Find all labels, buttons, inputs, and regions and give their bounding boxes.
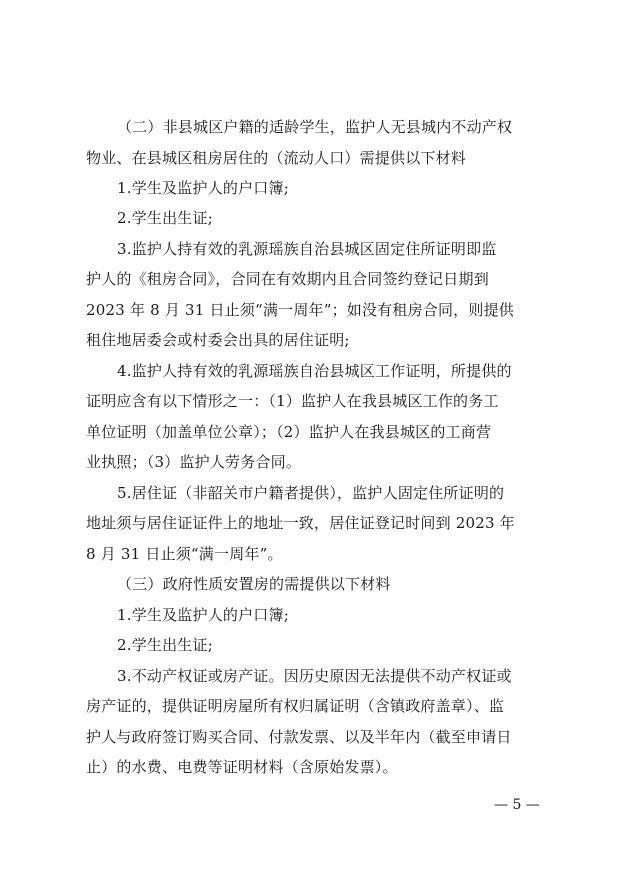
- section-two-item-3-line-3: 2023 年 8 月 31 日止须“满一周年”；如没有租房合同，则提供: [86, 301, 514, 319]
- section-two-item-4-line-4: 业执照；（3）监护人劳务合同。: [86, 453, 302, 471]
- section-three-item-3-line-3: 护人与政府签订购买合同、付款发票、以及半年内（截至申请日: [86, 728, 512, 746]
- page-number: — 5 —: [494, 797, 540, 813]
- section-two-item-1: 1.学生及监护人的户口簿;: [117, 179, 289, 197]
- section-two-item-4-line-2: 证明应含有以下情形之一：（1）监护人在我县城区工作的务工: [86, 392, 499, 410]
- section-two-item-5-line-1: 5.居住证（非韶关市户籍者提供），监护人固定住所证明的: [117, 484, 505, 502]
- section-three-item-3-line-2: 房产证的，提供证明房屋所有权归属证明（含镇政府盖章）、监: [86, 697, 505, 715]
- section-two-heading-line-2: 物业、在县城区租房居住的（流动人口）需提供以下材料: [86, 149, 467, 167]
- section-two-item-4-line-3: 单位证明（加盖单位公章）；（2）监护人在我县城区的工商营: [86, 423, 492, 441]
- section-three-item-2: 2.学生出生证;: [117, 636, 213, 654]
- section-two-item-3-line-2: 护人的《租房合同》，合同在有效期内且合同签约登记日期到: [86, 270, 489, 288]
- section-two-item-2: 2.学生出生证;: [117, 209, 213, 227]
- section-two-item-5-line-3: 8 月 31 日止须“满一周年”。: [86, 545, 283, 563]
- section-two-item-5-line-2: 地址须与居住证证件上的地址一致，居住证登记时间到 2023 年: [86, 514, 515, 532]
- section-three-item-3-line-1: 3.不动产权证或房产证。因历史原因无法提供不动产权证或: [117, 667, 512, 685]
- section-two-item-4-line-1: 4.监护人持有效的乳源瑶族自治县城区工作证明，所提供的: [117, 362, 512, 380]
- section-three-heading: （三）政府性质安置房的需提供以下材料: [117, 575, 391, 593]
- section-two-heading-line-1: （二）非县城区户籍的适龄学生，监护人无县城内不动产权: [117, 118, 513, 136]
- section-two-item-3-line-1: 3.监护人持有效的乳源瑶族自治县城区固定住所证明即监: [117, 240, 497, 258]
- section-three-item-3-line-4: 止）的水费、电费等证明材料（含原始发票）。: [86, 758, 398, 776]
- section-two-item-3-line-4: 租住地居委会或村委会出具的居住证明;: [86, 331, 350, 349]
- section-three-item-1: 1.学生及监护人的户口簿;: [117, 606, 289, 624]
